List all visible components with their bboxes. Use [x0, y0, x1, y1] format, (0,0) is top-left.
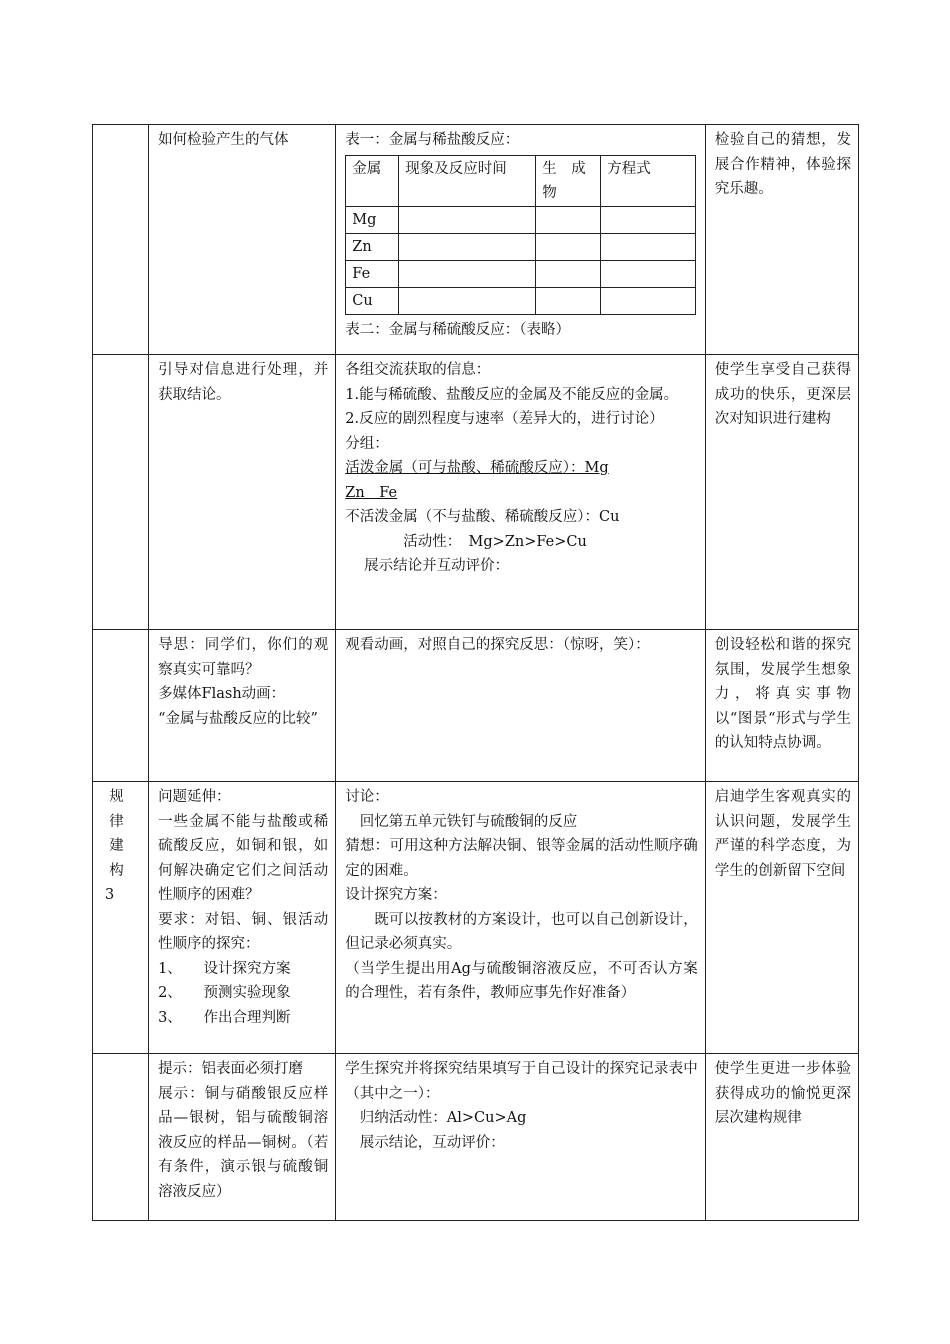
table-row	[93, 1054, 859, 1221]
text-line: 表二：金属与稀硫酸反应：（表略）	[345, 321, 571, 338]
text-line: “金属与盐酸反应的比较”	[158, 710, 318, 727]
inner-table-row	[346, 260, 696, 287]
inner-table-row	[346, 206, 696, 233]
stage-cell	[93, 630, 149, 782]
text-line: 使学生享受自己获得成功的快乐，更深层次对知识进行建构	[714, 362, 851, 427]
text-line: 回忆第五单元铁钉与硫酸铜的反应	[359, 813, 578, 830]
text-line: 不活泼金属（不与盐酸、稀硫酸反应）：Cu	[345, 509, 620, 525]
design-intent-cell	[705, 630, 858, 782]
text-line: Zn Fe	[345, 484, 398, 501]
metal-cell: Zn	[346, 233, 399, 260]
cell	[601, 206, 696, 233]
teacher-activity-cell	[149, 1054, 336, 1221]
metal-acid-reaction-table	[345, 155, 696, 315]
text-line: 活动性： Mg>Zn>Fe>Cu	[403, 533, 587, 550]
inner-table-row	[346, 287, 696, 314]
text-line: 猜想：可用这种方法解决铜、银等金属的活动性顺序确定的困难。	[345, 838, 698, 879]
student-activity-cell	[336, 125, 705, 355]
table-row	[93, 782, 859, 1054]
text-line: 使学生更进一步体验获得成功的愉悦更深层次建构规律	[714, 1061, 851, 1126]
inner-table-header	[346, 155, 696, 206]
design-intent-cell	[705, 782, 858, 1054]
cell	[601, 233, 696, 260]
table-row	[93, 125, 859, 355]
text-line: 展示结论并互动评价：	[364, 558, 510, 574]
student-activity-cell	[336, 355, 705, 630]
text-line: 检验自己的猜想，发展合作精神，体验探究乐趣。	[714, 132, 851, 197]
cell	[536, 260, 601, 287]
inner-table-row	[346, 233, 696, 260]
lesson-plan-table	[92, 124, 859, 1221]
text-line: 如何检验产生的气体	[158, 132, 289, 148]
metal-cell: Mg	[346, 206, 399, 233]
text-line: 导思：同学们，你们的观察真实可靠吗？	[158, 637, 329, 678]
stage-cell	[93, 355, 149, 630]
design-intent-cell	[705, 355, 858, 630]
text-line: 展示：铜与硝酸银反应样品—银树，铝与硫酸铜溶液反应的样品—铜树。（若有条件，演示银与硫酸铜溶液反应）	[158, 1085, 329, 1200]
cell	[601, 260, 696, 287]
text-line: 要求：对铝、铜、银活动性顺序的探究：	[158, 911, 329, 952]
text-line: 引导对信息进行处理，并获取结论。	[158, 362, 329, 403]
cell	[536, 287, 601, 314]
text-line: 创设轻松和谐的探究氛围，发展学生想象力，将真实事物以“图景“形式与学生的认知特点协调。	[714, 637, 851, 751]
stage-label: 3	[105, 887, 115, 903]
student-activity-cell	[336, 782, 705, 1054]
stage-cell	[93, 1054, 149, 1221]
text-line: 1、 设计探究方案	[158, 960, 291, 977]
text-line: 提示：铝表面必须打磨	[158, 1061, 304, 1077]
text-line: 2.反应的剧烈程度与速率（差异大的，进行讨论）	[345, 411, 664, 427]
table-row	[93, 355, 859, 630]
table-row	[93, 630, 859, 782]
cell	[399, 233, 536, 260]
text-line: 分组：	[345, 435, 389, 452]
text-line: 展示结论，互动评价：	[359, 1134, 505, 1151]
teacher-activity-cell	[149, 782, 336, 1054]
text-line: 问题延伸：	[158, 789, 231, 805]
header-cell: 生 成物	[536, 155, 601, 206]
cell	[399, 287, 536, 314]
text-line: 3、 作出合理判断	[158, 1009, 291, 1026]
stage-label: 建构	[109, 838, 134, 879]
text-line: 观看动画，对照自己的探究反思：（惊呀，笑）：	[345, 637, 650, 653]
stage-cell	[93, 782, 149, 1054]
text-line: 各组交流获取的信息：	[345, 362, 491, 378]
header-cell: 金属	[346, 155, 399, 206]
cell	[399, 206, 536, 233]
text-line: （当学生提出用Ag与硫酸铜溶液反应，不可否认方案的合理性，若有条件，教师应事先作好准备）	[345, 960, 698, 1001]
metal-cell: Fe	[346, 260, 399, 287]
text-line: 一些金属不能与盐酸或稀硫酸反应，如铜和银，如何解决确定它们之间活动性顺序的困难？	[158, 813, 329, 903]
design-intent-cell	[705, 1054, 858, 1221]
text-line: 1.能与稀硫酸、盐酸反应的金属及不能反应的金属。	[345, 386, 679, 403]
cell	[601, 287, 696, 314]
student-activity-cell	[336, 1054, 705, 1221]
design-intent-cell	[705, 125, 858, 355]
text-line: 表一：金属与稀盐酸反应：	[345, 132, 520, 148]
text-line: 启迪学生客观真实的认识问题，发展学生严谨的科学态度，为学生的创新留下空间	[714, 789, 851, 879]
text-line: 讨论：	[345, 789, 389, 805]
cell	[536, 206, 601, 233]
header-cell: 方程式	[601, 155, 696, 206]
teacher-activity-cell	[149, 355, 336, 630]
text-line: 2、 预测实验现象	[158, 985, 291, 1001]
cell	[399, 260, 536, 287]
teacher-activity-cell	[149, 125, 336, 355]
cell	[536, 233, 601, 260]
stage-cell	[93, 125, 149, 355]
text-line: 活泼金属（可与盐酸、稀硫酸反应）：Mg	[345, 460, 609, 476]
text-line: 既可以按教材的方案设计，也可以自己创新设计，但记录必须真实。	[345, 911, 698, 952]
stage-label: 规律	[109, 789, 134, 830]
student-activity-cell	[336, 630, 705, 782]
text-line: 设计探究方案：	[345, 887, 447, 903]
text-line: 归纳活动性：Al>Cu>Ag	[359, 1110, 527, 1126]
teacher-activity-cell	[149, 630, 336, 782]
metal-cell: Cu	[346, 287, 399, 314]
text-line: 学生探究并将探究结果填写于自己设计的探究记录表中（其中之一）：	[345, 1061, 698, 1102]
text-line: 多媒体Flash动画：	[158, 686, 286, 702]
header-cell: 现象及反应时间	[399, 155, 536, 206]
